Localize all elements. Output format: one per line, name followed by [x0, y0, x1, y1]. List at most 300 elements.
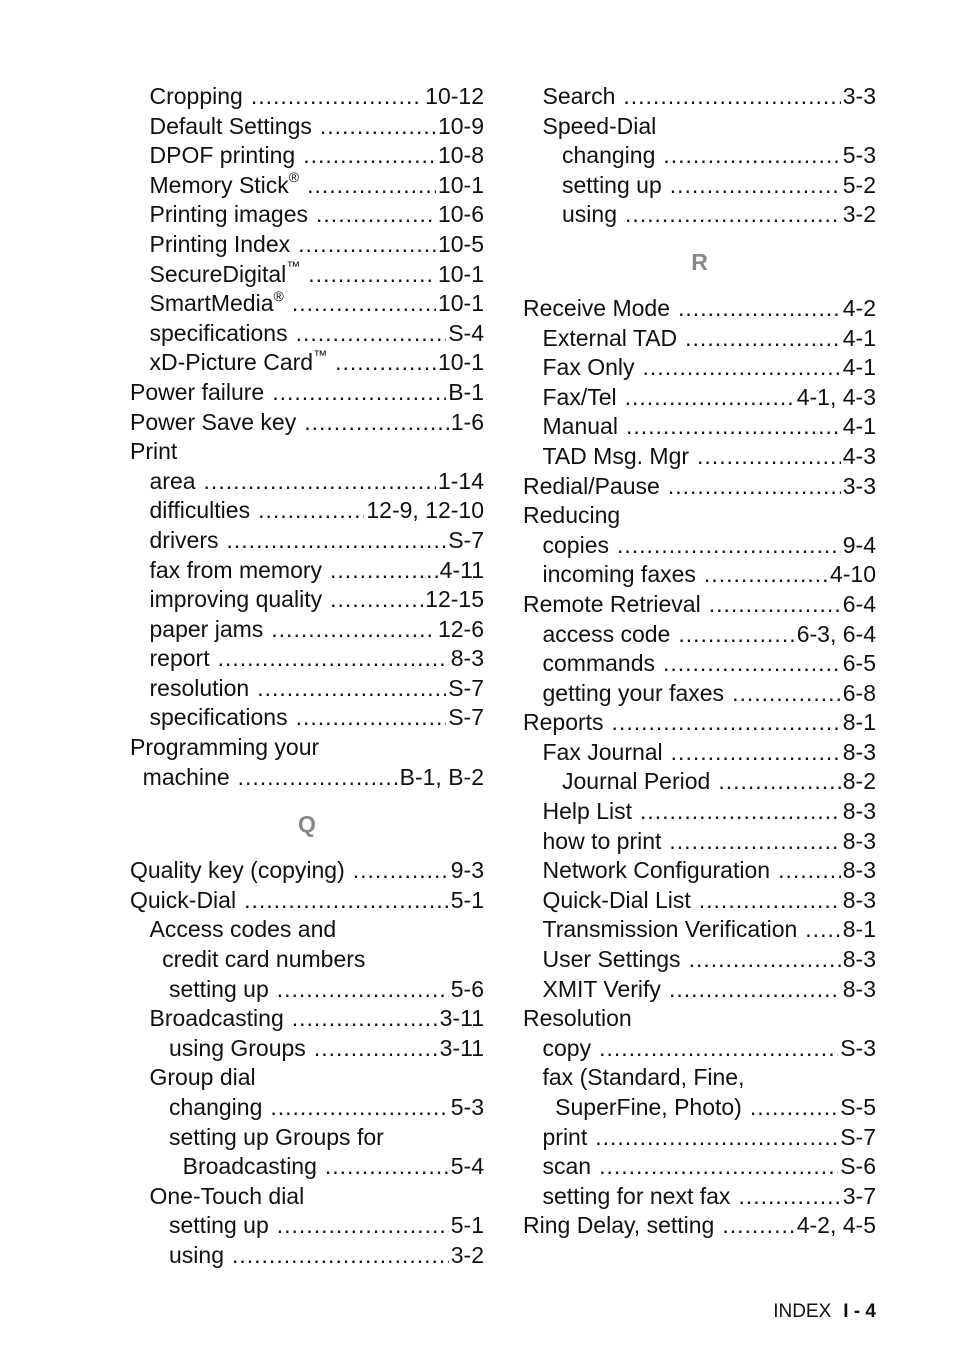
index-term — [150, 496, 251, 526]
index-entry — [130, 1182, 484, 1212]
dot-leader — [671, 738, 841, 768]
page-reference: 8-3 — [842, 975, 876, 1002]
page-reference: 8-1 — [842, 709, 876, 736]
index-entry — [130, 1063, 484, 1093]
index-entry — [523, 383, 876, 413]
dot-leader — [709, 590, 841, 620]
index-term-text: Manual — [542, 413, 618, 440]
index-term-text: Broadcasting — [149, 1005, 284, 1032]
index-term — [143, 763, 230, 793]
index-term — [150, 644, 210, 674]
index-term-text: getting your faxes — [542, 679, 725, 706]
dot-leader — [599, 1034, 838, 1064]
dot-leader — [689, 945, 841, 975]
index-term-text: Broadcasting — [182, 1153, 317, 1180]
page-footer — [700, 1300, 876, 1324]
index-term-text: Reducing — [523, 502, 621, 529]
index-term-text: setting up Groups for — [169, 1123, 384, 1150]
dot-leader — [599, 1152, 838, 1182]
page-reference: 6-4 — [842, 590, 876, 617]
index-term — [543, 856, 771, 886]
dot-leader — [316, 200, 436, 230]
index-entry — [523, 531, 876, 561]
dot-leader — [625, 383, 795, 413]
index-term — [150, 230, 291, 260]
index-term — [162, 945, 365, 975]
dot-leader — [335, 348, 436, 378]
index-term-text: Printing Index — [149, 230, 291, 257]
page-reference: 3-7 — [842, 1182, 876, 1209]
footer-label: INDEX — [773, 1301, 832, 1322]
index-term — [543, 649, 655, 679]
index-term-text: area — [149, 467, 196, 494]
dot-leader — [704, 560, 828, 590]
index-term — [130, 733, 319, 763]
index-entry — [523, 738, 876, 768]
dot-leader — [718, 767, 840, 797]
section-heading: Q — [298, 811, 316, 838]
index-term-text: Fax Journal — [542, 738, 663, 765]
index-entry — [130, 496, 484, 526]
index-entry — [130, 526, 484, 556]
page-reference: 10-5 — [437, 230, 484, 257]
page-reference: 3-11 — [439, 1005, 484, 1032]
index-entry — [523, 767, 876, 797]
index-entry — [523, 915, 876, 945]
index-entry — [130, 733, 484, 763]
dot-leader — [697, 442, 841, 472]
index-term — [543, 442, 690, 472]
dot-leader — [626, 412, 841, 442]
index-term — [562, 200, 617, 230]
index-term — [169, 1211, 269, 1241]
index-entry — [130, 171, 484, 201]
index-entry — [523, 797, 876, 827]
page-reference: S-5 — [840, 1094, 876, 1120]
page-reference: 3-11 — [439, 1034, 484, 1061]
page-reference: 3-2 — [450, 1241, 484, 1268]
index-entry — [130, 112, 484, 142]
index-term — [169, 1123, 384, 1153]
index-term — [150, 556, 323, 586]
index-term — [130, 378, 264, 408]
page-reference: 5-3 — [450, 1094, 484, 1120]
page-reference: 5-1 — [450, 886, 484, 913]
index-term-text: TAD Msg. Mgr — [542, 442, 690, 469]
dot-leader — [218, 644, 449, 674]
dot-leader — [330, 585, 423, 615]
index-term-text: scan — [542, 1153, 592, 1180]
page-reference: 10-1 — [437, 171, 484, 198]
page-reference: 1-6 — [450, 408, 484, 435]
index-entry — [130, 644, 484, 674]
index-term-text: difficulties — [149, 497, 251, 524]
index-term — [169, 1093, 262, 1123]
index-entry — [130, 1241, 484, 1271]
index-term — [150, 200, 309, 230]
dot-leader — [778, 856, 841, 886]
index-entry — [523, 324, 876, 354]
index-term-text: incoming faxes — [542, 561, 696, 588]
index-term — [543, 1063, 745, 1093]
dot-leader — [612, 708, 841, 738]
index-term — [543, 679, 725, 709]
index-entry — [523, 886, 876, 916]
index-term-text: setting up — [562, 171, 662, 198]
index-term — [543, 738, 663, 768]
index-term-text: One-Touch dial — [149, 1182, 305, 1209]
dot-leader — [617, 531, 841, 561]
dot-leader — [722, 1211, 794, 1241]
page-reference: 9-4 — [842, 531, 876, 558]
index-term — [150, 1004, 284, 1034]
index-term-text: using Groups — [169, 1034, 306, 1061]
index-entry — [130, 1034, 484, 1064]
index-term — [523, 501, 620, 531]
dot-leader — [296, 319, 447, 349]
dot-leader — [353, 856, 449, 886]
page-reference: 12-15 — [425, 586, 484, 613]
index-entry — [130, 437, 484, 467]
dot-leader — [227, 526, 447, 556]
index-term — [150, 319, 288, 349]
page-reference: S-3 — [840, 1034, 876, 1061]
dot-leader — [643, 353, 841, 383]
page-reference: 6-3, 6-4 — [796, 620, 876, 647]
index-entry — [130, 82, 484, 112]
dot-leader — [277, 1211, 449, 1241]
index-entry — [130, 945, 484, 975]
dot-leader — [670, 171, 841, 201]
index-term-text: changing — [562, 142, 656, 169]
dot-leader — [308, 260, 436, 290]
index-term-text: Access codes and — [149, 916, 337, 943]
index-term-text: commands — [542, 650, 655, 677]
index-term — [169, 1241, 224, 1271]
index-entry — [130, 703, 484, 733]
index-column-left — [130, 82, 484, 1271]
index-entry — [130, 348, 484, 378]
index-term — [543, 324, 678, 354]
index-term-text: SuperFine, Photo) — [555, 1094, 742, 1120]
index-term — [183, 1152, 317, 1182]
index-entry — [523, 560, 876, 590]
dot-leader — [304, 408, 449, 438]
index-term — [523, 708, 604, 738]
index-term-text: Remote Retrieval — [523, 590, 701, 617]
index-entry — [523, 1182, 876, 1212]
index-term-text: paper jams — [149, 615, 264, 642]
page-reference: 4-2, 4-5 — [796, 1212, 876, 1239]
dot-leader — [292, 1004, 438, 1034]
index-term — [150, 141, 296, 171]
index-term — [150, 112, 312, 142]
index-term-text: Journal Period — [562, 768, 711, 795]
page-reference: 10-6 — [437, 201, 484, 228]
index-term-text: setting up — [169, 1212, 269, 1239]
page-reference: S-7 — [448, 674, 484, 701]
index-term — [543, 827, 662, 857]
page-reference: 4-1 — [842, 324, 876, 351]
index-term — [169, 975, 269, 1005]
index-term — [523, 472, 660, 502]
index-term — [543, 915, 798, 945]
dot-leader — [678, 294, 841, 324]
index-term — [130, 408, 296, 438]
index-term — [543, 1182, 731, 1212]
index-term-text: copy — [542, 1034, 592, 1061]
index-term — [562, 171, 662, 201]
index-term — [150, 674, 250, 704]
index-term-text: setting for next fax — [542, 1182, 731, 1209]
dot-leader — [325, 1152, 449, 1182]
trademark-symbol: ® — [273, 287, 284, 304]
dot-leader — [663, 141, 840, 171]
index-term-text: using — [169, 1241, 224, 1268]
dot-leader — [678, 620, 794, 650]
page-reference: S-6 — [840, 1153, 876, 1180]
page-reference: 1-14 — [437, 467, 484, 494]
dot-leader — [272, 378, 446, 408]
index-term-text: Search — [542, 83, 616, 109]
index-entry — [523, 200, 876, 230]
dot-leader — [732, 679, 841, 709]
index-entry — [130, 319, 484, 349]
index-term-text: Quick-Dial — [130, 886, 237, 913]
index-term — [150, 289, 284, 319]
index-term-text: resolution — [149, 674, 250, 701]
index-term — [543, 383, 617, 413]
index-entry — [523, 501, 876, 531]
page-reference: 8-3 — [842, 798, 876, 825]
index-term-text: credit card numbers — [162, 946, 366, 973]
dot-leader — [204, 467, 436, 497]
dot-leader — [640, 797, 841, 827]
index-entry — [130, 257, 484, 290]
index-term — [543, 560, 696, 590]
index-entry — [130, 886, 484, 916]
index-term-text: fax from memory — [149, 556, 323, 583]
index-term-text: Speed-Dial — [542, 112, 657, 139]
index-entry — [130, 378, 484, 408]
dot-leader — [663, 649, 841, 679]
index-entry — [523, 294, 876, 324]
page-reference: 8-3 — [842, 946, 876, 973]
index-entry — [130, 1152, 484, 1182]
index-term-text: xD-Picture Card — [149, 349, 314, 376]
footer-page-number: I - 4 — [843, 1301, 876, 1322]
dot-leader — [330, 556, 438, 586]
index-term-text: SmartMedia — [149, 290, 274, 317]
index-entry — [130, 556, 484, 586]
index-term — [543, 975, 661, 1005]
index-term-text: Transmission Verification — [542, 916, 798, 943]
index-entry — [130, 408, 484, 438]
page-reference: 8-1 — [842, 916, 876, 943]
index-entry — [523, 412, 876, 442]
dot-leader — [251, 82, 423, 112]
index-entry — [523, 112, 876, 142]
page-reference: 3-3 — [842, 472, 876, 499]
page-reference: 6-5 — [842, 650, 876, 677]
dot-leader — [625, 200, 841, 230]
page-reference: 5-2 — [842, 171, 876, 198]
index-entry — [523, 827, 876, 857]
page-reference: 4-1 — [842, 354, 876, 381]
index-term — [130, 886, 236, 916]
index-entry — [523, 945, 876, 975]
dot-leader — [699, 886, 841, 916]
index-entry — [130, 674, 484, 704]
index-term — [543, 945, 681, 975]
index-term — [555, 1093, 742, 1123]
index-entry — [523, 442, 876, 472]
index-term — [150, 703, 288, 733]
page-reference: 4-11 — [439, 556, 484, 583]
page-reference: 5-3 — [842, 142, 876, 169]
index-term — [543, 620, 671, 650]
index-term — [150, 1063, 256, 1093]
index-term-text: print — [542, 1123, 588, 1150]
page-reference: 10-1 — [437, 260, 484, 287]
dot-leader — [244, 886, 449, 916]
index-entry — [523, 620, 876, 650]
page-reference: 8-3 — [842, 886, 876, 913]
page-reference: 4-3 — [842, 442, 876, 469]
index-term — [523, 590, 701, 620]
page-reference: 4-10 — [829, 561, 876, 588]
dot-leader — [232, 1241, 449, 1271]
index-entry — [523, 141, 876, 171]
index-entry — [523, 1123, 876, 1153]
dot-leader — [805, 915, 840, 945]
index-term-text: improving quality — [149, 586, 323, 613]
index-term — [150, 348, 328, 378]
dot-leader — [258, 496, 364, 526]
page-reference: S-7 — [840, 1123, 876, 1150]
index-term-text: changing — [169, 1094, 263, 1120]
page-reference: S-7 — [448, 704, 484, 731]
index-term — [150, 585, 323, 615]
index-term-text: Quality key (copying) — [130, 857, 345, 884]
index-entry — [130, 856, 484, 886]
index-term — [562, 141, 655, 171]
index-term — [523, 294, 670, 324]
page-reference: 5-6 — [450, 975, 484, 1002]
page-reference: 4-1 — [842, 413, 876, 440]
dot-leader — [292, 289, 436, 319]
page-reference: 6-8 — [842, 679, 876, 706]
index-entry — [523, 472, 876, 502]
dot-leader — [298, 230, 436, 260]
index-entry — [523, 856, 876, 886]
page-reference: 3-3 — [842, 83, 876, 109]
page-reference: 10-12 — [425, 83, 484, 109]
index-term — [543, 82, 616, 112]
dot-leader — [271, 615, 436, 645]
index-term-text: Power failure — [130, 378, 265, 405]
dot-leader — [750, 1093, 838, 1123]
page-reference: 8-3 — [842, 738, 876, 765]
index-column-right — [523, 82, 876, 1241]
dot-leader — [623, 82, 840, 112]
index-entry — [130, 141, 484, 171]
dot-leader — [320, 112, 436, 142]
index-term — [150, 615, 264, 645]
index-term-text: Receive Mode — [523, 294, 671, 321]
index-term-text: fax (Standard, Fine, — [542, 1064, 745, 1091]
index-entry — [523, 649, 876, 679]
index-term — [543, 1152, 592, 1182]
page-reference: 8-3 — [842, 827, 876, 854]
index-term — [169, 1034, 306, 1064]
page-reference: B-1, B-2 — [399, 763, 484, 790]
index-term-text: Memory Stick — [149, 171, 289, 198]
index-term — [543, 797, 632, 827]
dot-leader — [595, 1123, 838, 1153]
index-term-text: Group dial — [149, 1064, 256, 1091]
page-reference: 12-6 — [437, 615, 484, 642]
index-term-text: Cropping — [149, 83, 243, 109]
page-reference: 5-4 — [450, 1153, 484, 1180]
dot-leader — [238, 763, 398, 793]
index-term-text: copies — [542, 531, 609, 558]
dot-leader — [685, 324, 841, 354]
index-term-text: machine — [142, 763, 230, 790]
index-term — [130, 437, 177, 467]
index-term-text: specifications — [149, 319, 288, 346]
index-term — [543, 531, 609, 561]
index-term — [543, 353, 635, 383]
index-entry — [523, 1063, 876, 1093]
index-entry — [130, 1211, 484, 1241]
index-entry — [523, 82, 876, 112]
page-reference: 4-1, 4-3 — [796, 383, 876, 410]
index-term-text: SecureDigital — [149, 260, 287, 287]
dot-leader — [270, 1093, 448, 1123]
index-entry — [523, 171, 876, 201]
index-entry — [523, 1093, 876, 1123]
dot-leader — [669, 975, 841, 1005]
index-entry — [130, 230, 484, 260]
index-term — [150, 526, 219, 556]
page-reference: 12-9, 12-10 — [366, 497, 484, 524]
index-entry — [130, 615, 484, 645]
index-term-text: Quick-Dial List — [542, 886, 691, 913]
page-reference: 10-8 — [437, 142, 484, 169]
dot-leader — [307, 171, 436, 201]
index-entry — [130, 200, 484, 230]
index-term — [543, 886, 691, 916]
page-reference: S-4 — [448, 319, 484, 346]
index-term-text: Programming your — [130, 734, 320, 761]
page-reference: 8-2 — [842, 768, 876, 795]
index-term — [543, 1034, 592, 1064]
index-entry — [523, 975, 876, 1005]
page-reference: 3-2 — [842, 201, 876, 228]
index-term-text: using — [562, 201, 617, 228]
trademark-symbol: ® — [288, 169, 300, 186]
index-entry — [523, 590, 876, 620]
index-entry — [523, 1034, 876, 1064]
index-entry — [523, 708, 876, 738]
index-entry — [130, 763, 484, 793]
index-term — [150, 171, 300, 201]
index-term — [543, 1123, 588, 1153]
index-term-text: Default Settings — [149, 112, 312, 139]
index-term — [150, 467, 196, 497]
index-entry — [130, 975, 484, 1005]
